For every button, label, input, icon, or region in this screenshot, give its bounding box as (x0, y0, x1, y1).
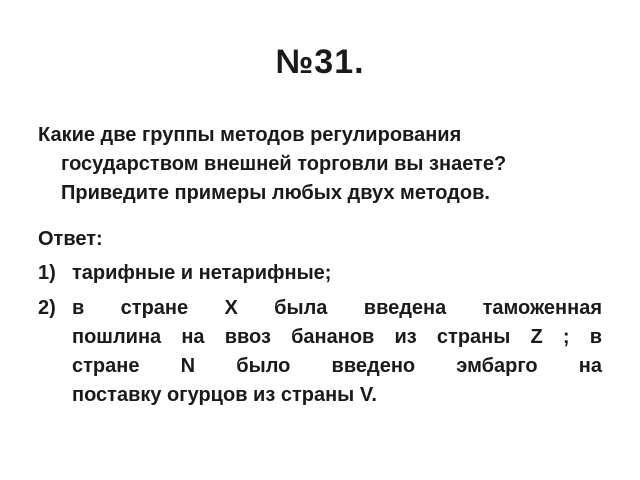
list-item-text (72, 259, 602, 288)
answer-line: в стране Х была введена таможенная (72, 297, 602, 319)
list-item-number: 1) (38, 262, 56, 284)
question-line: Какие две группы методов регулирования (38, 124, 462, 146)
list-item (38, 294, 602, 410)
answer-line: пошлина на ввоз бананов из страны Z ; в (72, 326, 602, 348)
answer-line: тарифные и нетарифные; (72, 262, 332, 284)
question-line: Приведите примеры любых двух методов. (61, 182, 490, 204)
answer-line: стране N было введено эмбарго на (72, 355, 602, 377)
answer-line: поставку огурцов из страны V. (72, 384, 377, 406)
question-text (38, 121, 601, 208)
question-line: государством внешней торговли вы знаете? (61, 153, 507, 175)
list-item (38, 259, 602, 288)
page-title: №31. (275, 43, 365, 81)
answer-list (38, 259, 602, 416)
answer-label: Ответ: (38, 228, 103, 250)
list-item-number: 2) (38, 297, 56, 319)
list-item-text (72, 294, 602, 410)
